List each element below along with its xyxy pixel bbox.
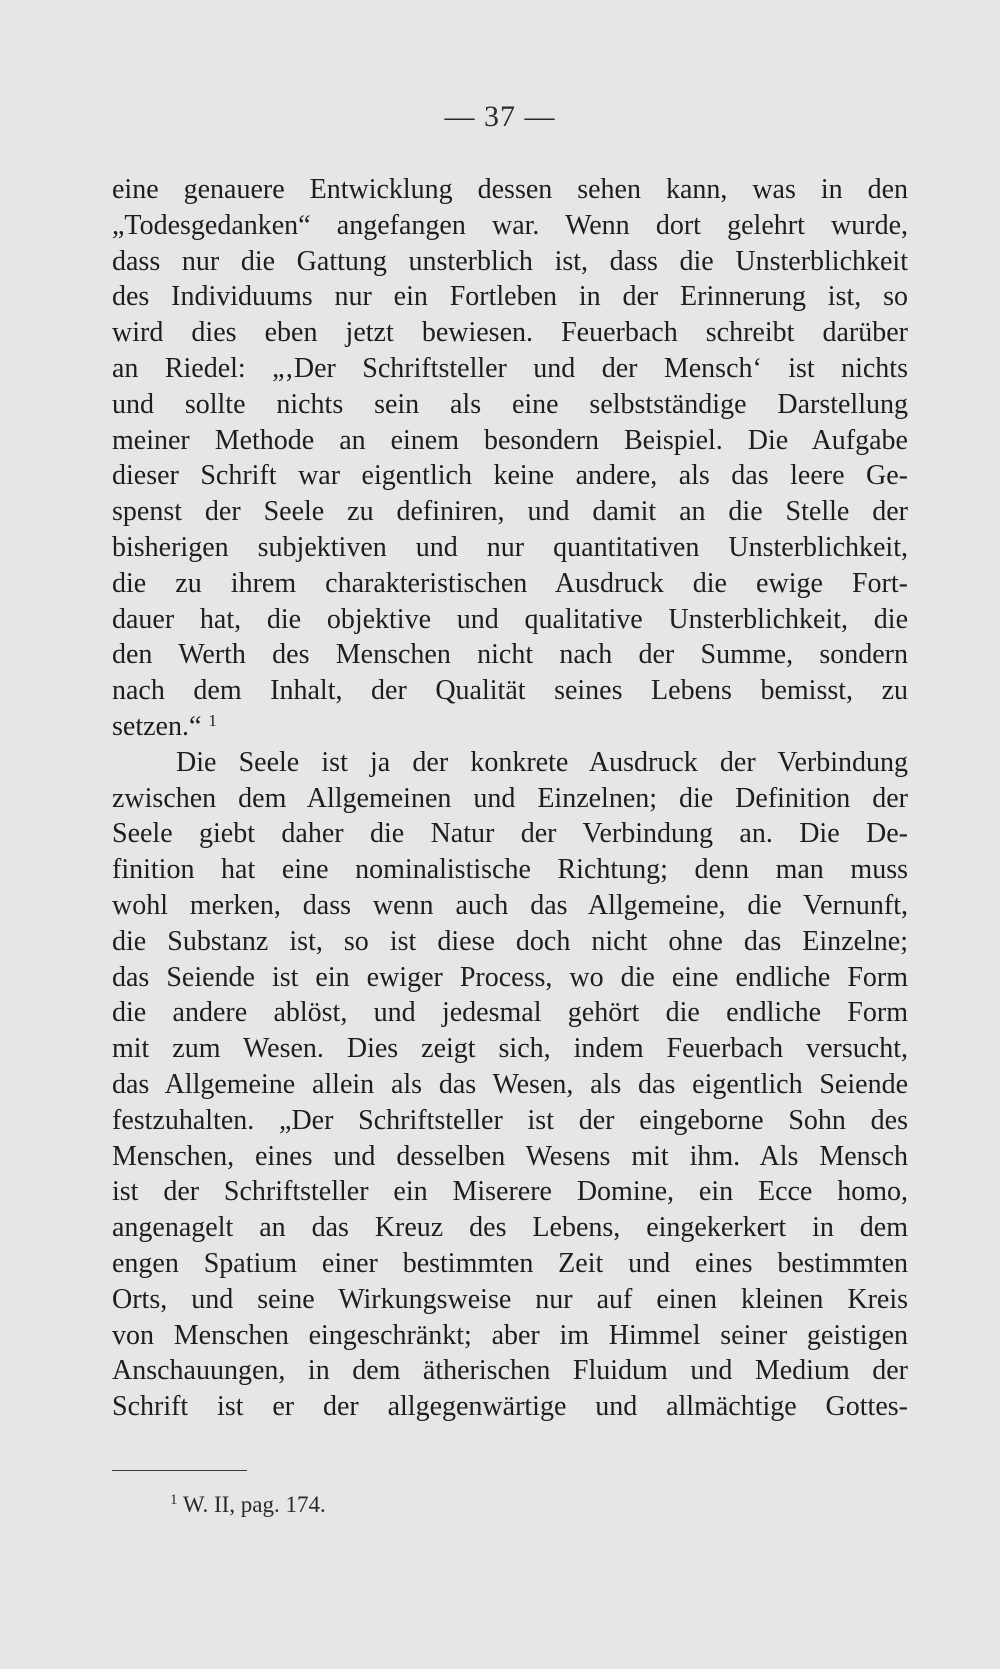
footnote-text: W. II, pag. 174. [182,1492,326,1517]
text-line: und sollte nichts sein als eine selbstständige Darstellung [112,388,908,420]
footnote-reference: 1 [208,710,217,730]
text-line: angenagelt an das Kreuz des Lebens, eingekerkert in dem [112,1212,908,1244]
text-line: dieser Schrift war eigentlich keine andere, als das leere Ge- [112,460,908,492]
text-line: die zu ihrem charakteristischen Ausdruck die ewige Fort- [112,567,908,599]
text-line: wird dies eben jetzt bewiesen. Feuerbach schreibt darüber [112,317,908,349]
text-line: „Todesgedanken“ angefangen war. Wenn dort gelehrt wurde, [112,209,908,241]
paragraph-2 [112,745,908,1425]
text-line: spenst der Seele zu definiren, und damit an die Stelle der [112,496,908,528]
text-line: Seele giebt daher die Natur der Verbindung an. Die De- [112,818,908,850]
text-line: engen Spatium einer bestimmten Zeit und eines bestimmten [112,1247,908,1279]
text-line: mit zum Wesen. Dies zeigt sich, indem Feuerbach versucht, [112,1033,908,1065]
text-line: die Substanz ist, so ist diese doch nicht ohne das Einzelne; [112,925,908,957]
text-line: dass nur die Gattung unsterblich ist, dass die Unsterblichkeit [112,245,908,277]
text-line-last [112,709,908,745]
text-line: wohl merken, dass wenn auch das Allgemeine, die Vernunft, [112,889,908,921]
page-number: — 37 — [444,100,556,133]
text-line: von Menschen eingeschränkt; aber im Himmel seiner geistigen [112,1319,908,1351]
text-line: festzuhalten. „Der Schriftsteller ist der eingeborne Sohn des [112,1104,908,1136]
text-line: meiner Methode an einem besondern Beispiel. Die Aufgabe [112,424,908,456]
text-line: an Riedel: „‚Der Schriftsteller und der Mensch‘ ist nichts [112,352,908,384]
text-line-end: setzen.“ [112,710,202,742]
text-line: finition hat eine nominalistische Richtung; denn man muss [112,854,908,886]
text-line: Anschauungen, in dem ätherischen Fluidum und Medium der [112,1355,908,1387]
text-line: die andere ablöst, und jedesmal gehört die endliche Form [112,997,908,1029]
text-line: nach dem Inhalt, der Qualität seines Lebens bemisst, zu [112,675,908,707]
text-line: Schrift ist er der allgegenwärtige und allmächtige Gottes- [112,1391,908,1423]
text-line: Menschen, eines und desselben Wesens mit ihm. Als Mensch [112,1140,908,1172]
text-line: das Seiende ist ein ewiger Process, wo die eine endliche Form [112,961,908,993]
text-line: des Individuums nur ein Fortleben in der Erinnerung ist, so [112,281,908,313]
text-line: den Werth des Menschen nicht nach der Summe, sondern [112,639,908,671]
text-line: eine genauere Entwicklung dessen sehen kann, was in den [112,174,908,205]
footnote-marker: 1 [170,1492,178,1508]
text-line: das Allgemeine allein als das Wesen, als das eigentlich Seiende [112,1068,908,1100]
paragraph-1 [112,172,908,745]
text-line: dauer hat, die objektive und qualitative Unsterblichkeit, die [112,603,908,635]
body-text [112,172,908,1425]
text-line: bisherigen subjektiven und nur quantitativen Unsterblichkeit, [112,531,908,563]
footnote-divider [112,1470,247,1471]
footnote [170,1490,326,1520]
text-line: zwischen dem Allgemeinen und Einzelnen; die Definition der [112,782,908,814]
text-line: ist der Schriftsteller ein Miserere Domine, ein Ecce homo, [112,1176,908,1208]
text-line: Orts, und seine Wirkungsweise nur auf einen kleinen Kreis [112,1283,908,1315]
text-line-indented: Die Seele ist ja der konkrete Ausdruck der Verbindung [176,746,908,778]
